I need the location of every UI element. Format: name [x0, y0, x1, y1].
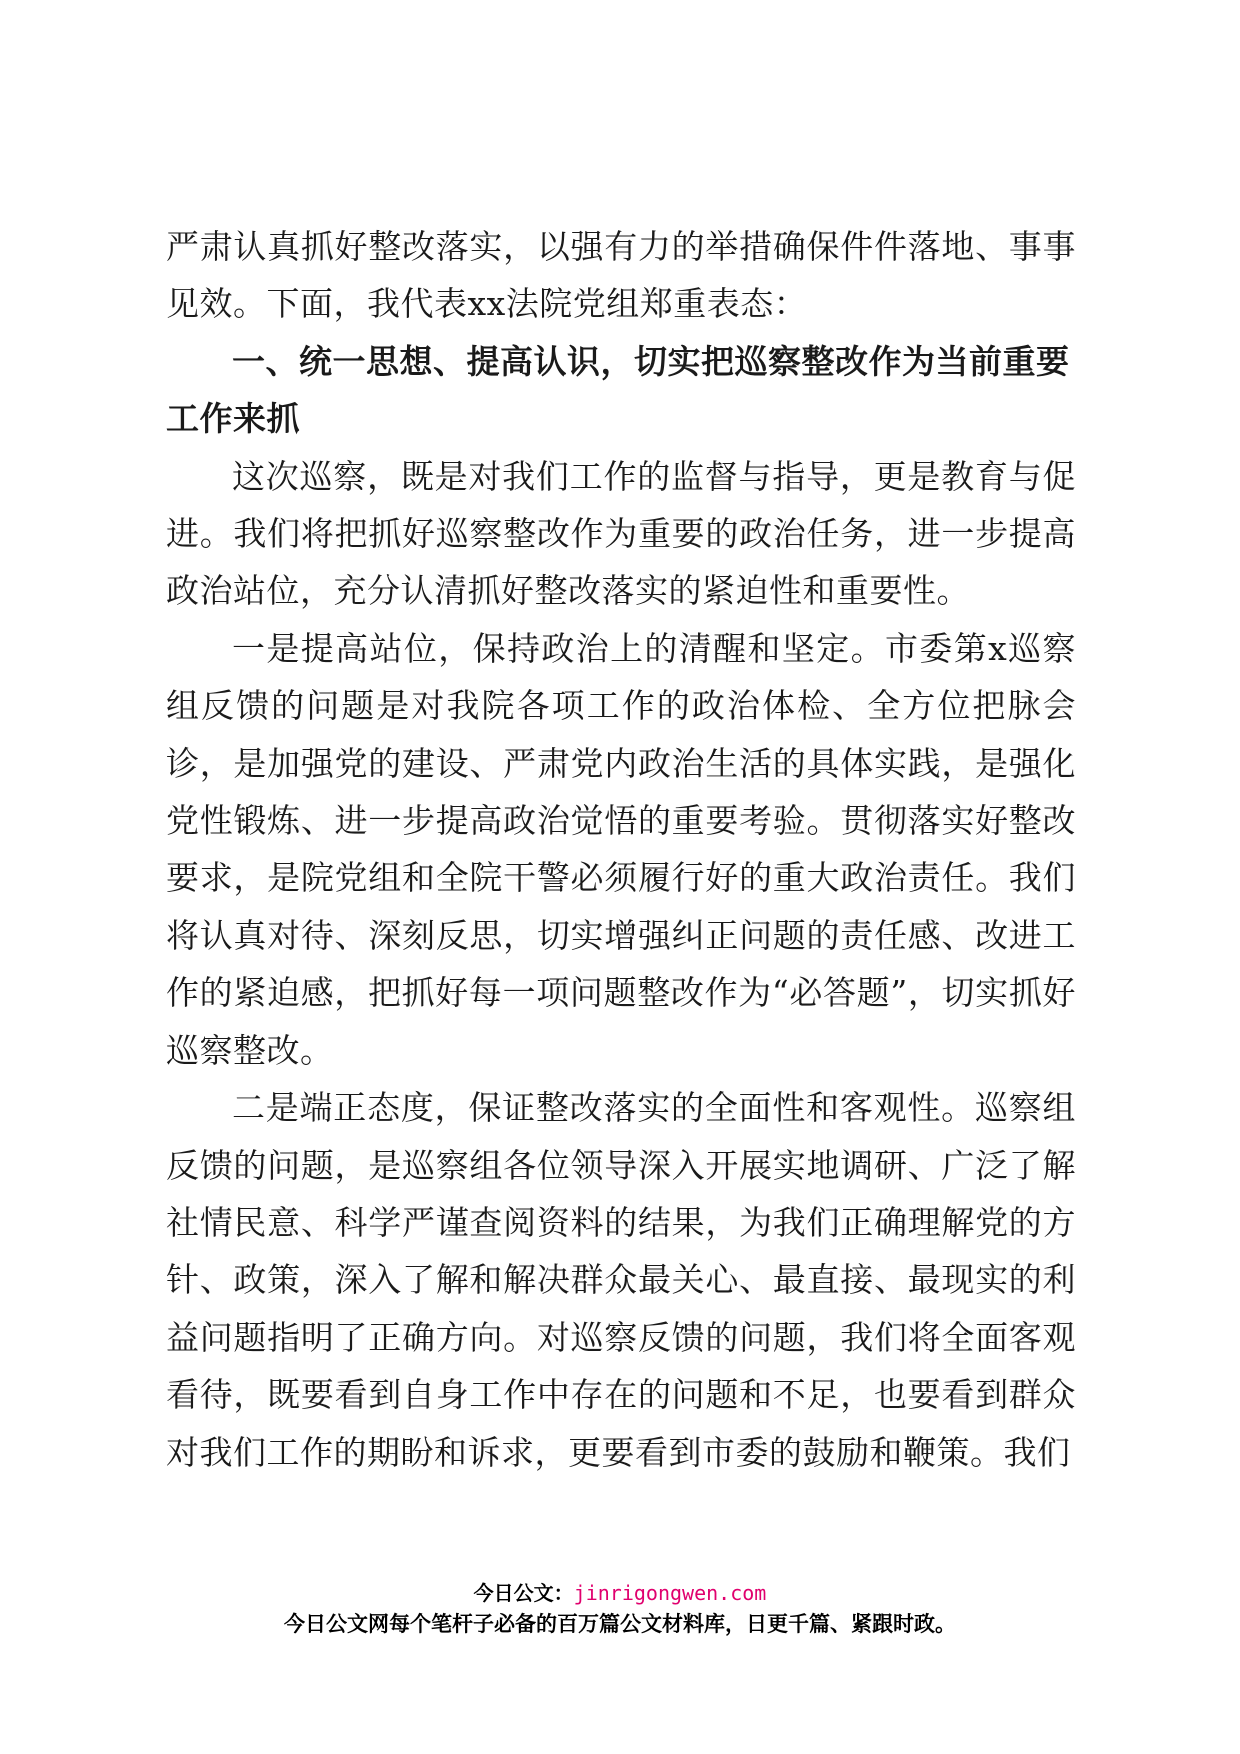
paragraph-point-2: 二是端正态度，保证整改落实的全面性和客观性。巡察组反馈的问题，是巡察组各位领导深入开展实地调研、广泛了解社情民意、科学严谨查阅资料的结果，为我们正确理解党的方针、政策，深入了解和解决群众最关心、最直接、最现实的利益问题指明了正确方向。对巡察反馈的问题，我们将全面客观看待，既要看到自身工作中存在的问题和不足，也要看到群众对我们工作的期盼和诉求，更要看到市委的鼓励和鞭策。我们 [166, 1088, 1076, 1472]
footer-site-line [0, 1578, 1240, 1608]
paragraph-intro: 严肃认真抓好整改落实，以强有力的举措确保件件落地、事事见效。下面，我代表xx法院党组郑重表态： [166, 227, 1076, 324]
section-heading-1: 一、统一思想、提高认识，切实把巡察整改作为当前重要工作来抓 [166, 341, 1070, 439]
paragraph-inspection: 这次巡察，既是对我们工作的监督与指导，更是教育与促进。我们将把抓好巡察整改作为重要的政治任务，进一步提高政治站位，充分认清抓好整改落实的紧迫性和重要性。 [166, 456, 1076, 611]
footer-site-label: 今日公文： [473, 1581, 574, 1605]
document-body [166, 218, 1076, 1481]
footer-tagline: 今日公文网每个笔杆子必备的百万篇公文材料库，日更千篇、紧跟时政。 [284, 1612, 956, 1636]
page-footer [0, 1578, 1240, 1640]
paragraph-point-1: 一是提高站位，保持政治上的清醒和坚定。市委第x巡察组反馈的问题是对我院各项工作的政治体检、全方位把脉会诊，是加强党的建设、严肃党内政治生活的具体实践，是强化党性锻炼、进一步提高政治觉悟的重要考验。贯彻落实好整改要求，是院党组和全院干警必须履行好的重大政治责任。我们将认真对待、深刻反思，切实增强纠正问题的责任感、改进工作的紧迫感，把抓好每一项问题整改作为“必答题”，切实抓好巡察整改。 [166, 628, 1076, 1070]
footer-site-link[interactable]: jinrigongwen.com [573, 1581, 767, 1605]
